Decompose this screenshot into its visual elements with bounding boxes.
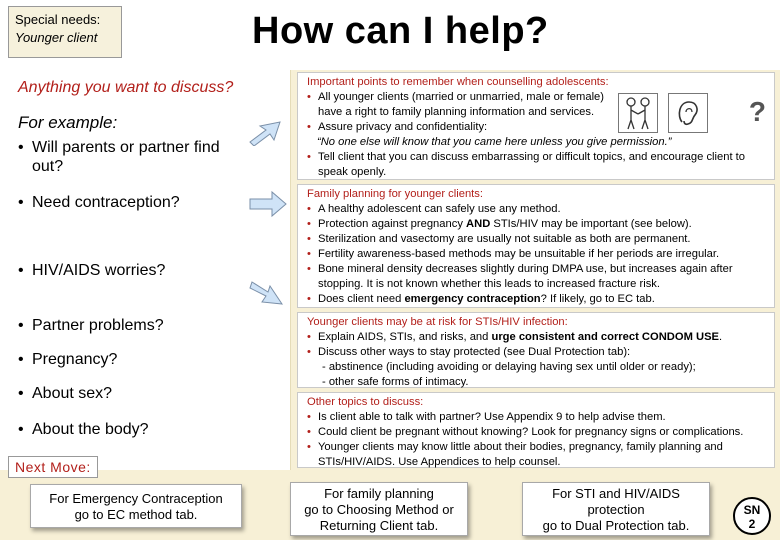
- bullet-pregnancy: [18, 350, 117, 369]
- bullet-marker: •: [18, 262, 24, 279]
- couple-illustration-icon: [618, 93, 658, 133]
- counselling-item: • All younger clients (married or unmarried, male or female) have a right to family planning information and services.: [307, 90, 627, 120]
- counselling-box: [297, 72, 775, 180]
- discuss-prompt: Anything you want to discuss?: [18, 79, 234, 96]
- bullet-about-sex: [18, 384, 112, 403]
- bullet-text: Will parents or partner find out?: [32, 139, 220, 175]
- family-planning-heading: Family planning for younger clients:: [307, 188, 483, 200]
- fp-item-ec: [307, 292, 768, 307]
- bullet-marker: •: [18, 139, 24, 156]
- fp-link-line1: For family planning: [324, 486, 434, 501]
- bullet-marker: •: [18, 421, 24, 438]
- tag-line-special-needs: Special needs:: [15, 12, 101, 27]
- badge-line1: SN: [743, 503, 761, 517]
- privacy-quote: “No one else will know that you came here unless you give permission.”: [317, 136, 672, 148]
- sti-risk-box: [297, 312, 775, 388]
- fp-item: • Sterilization and vasectomy are usually not suitable as both are permanent.: [307, 232, 768, 247]
- sti-link-line3: go to Dual Protection tab.: [542, 518, 690, 533]
- bullet-text: Partner problems?: [32, 317, 164, 334]
- bullet-about-body: [18, 420, 149, 439]
- ec-link-line1: For Emergency Contraception: [49, 491, 223, 506]
- page-title: How can I help?: [252, 10, 549, 52]
- other-topic-item: • Is client able to talk with partner? Use Appendix 9 to help advise them.: [307, 410, 768, 425]
- family-planning-box: [297, 184, 775, 308]
- sti-sub-item: - abstinence (including avoiding or delaying having sex until older or ready);: [322, 361, 696, 373]
- bullet-contraception: [18, 193, 180, 212]
- tag-line-younger-client: Younger client: [15, 30, 98, 45]
- fp-protection-text: STIs/HIV may be important (see below).: [490, 218, 692, 230]
- fp-protection-text: Protection against pregnancy: [318, 218, 467, 230]
- bullet-text: HIV/AIDS worries?: [32, 262, 166, 279]
- question-mark-icon: ?: [748, 96, 766, 127]
- fp-item: • Bone mineral density decreases slightly during DMPA use, but increases again after stopping. It is not known whether this leads to increased fracture risk.: [307, 262, 768, 292]
- bullet-marker: •: [18, 317, 24, 334]
- ear-illustration-icon: [668, 93, 708, 133]
- bullet-text: Pregnancy?: [32, 351, 118, 368]
- badge-line2: 2: [748, 517, 756, 531]
- fp-link-line2: go to Choosing Method or: [304, 502, 454, 517]
- fp-item: • Fertility awareness-based methods may be unsuitable if her periods are irregular.: [307, 247, 768, 262]
- sti-condom-emphasis: urge consistent and correct CONDOM USE: [491, 331, 720, 343]
- other-topic-item: • Younger clients may know little about their bodies, pregnancy, family planning and STIs/HIV/AIDS. Use Appendices to help counsel.: [307, 440, 768, 470]
- other-topics-box: [297, 392, 775, 468]
- counselling-heading: Important points to remember when counselling adolescents:: [307, 76, 609, 88]
- bullet-parents-partner: [18, 138, 248, 176]
- arrow-right-icon: [248, 190, 288, 218]
- info-panel: [290, 70, 780, 470]
- dual-protection-tab-link[interactable]: [522, 482, 710, 536]
- fp-item-protection: [307, 217, 768, 232]
- fp-item: • A healthy adolescent can safely use any method.: [307, 202, 768, 217]
- fp-ec-emphasis: emergency contraception: [404, 293, 541, 305]
- fp-ec-text: ? If likely, go to EC tab.: [540, 293, 655, 305]
- arrow-down-right-icon: [248, 278, 288, 306]
- bullet-marker: •: [18, 351, 24, 368]
- illustration-row: [618, 93, 768, 137]
- sti-explain-text: Explain AIDS, STIs, and risks, and: [318, 331, 492, 343]
- arrow-up-right-icon: [246, 118, 286, 146]
- bullet-hiv-aids: [18, 261, 165, 280]
- counselling-item: • Tell client that you can discuss embarrassing or difficult topics, and encourage client to speak openly.: [307, 150, 768, 180]
- sti-explain-text: .: [719, 331, 723, 343]
- fp-link-line3: Returning Client tab.: [319, 518, 439, 533]
- bullet-marker: •: [18, 194, 24, 211]
- bullet-marker: •: [18, 385, 24, 402]
- sti-item-explain: [307, 330, 768, 345]
- sti-item-discuss: • Discuss other ways to stay protected (see Dual Protection tab):: [307, 345, 768, 360]
- fp-protection-and: AND: [466, 218, 491, 230]
- choosing-method-tab-link[interactable]: [290, 482, 468, 536]
- for-example-label: For example:: [18, 113, 118, 132]
- bullet-text: Need contraception?: [32, 194, 180, 211]
- section-tag: [8, 6, 122, 58]
- bullet-text: About sex?: [32, 385, 113, 402]
- sti-sub-item: - other safe forms of intimacy.: [322, 376, 469, 388]
- sti-link-line2: protection: [587, 502, 645, 517]
- ec-tab-link[interactable]: [30, 484, 242, 528]
- next-move-label: Next Move:: [8, 456, 98, 478]
- sti-link-line1: For STI and HIV/AIDS: [552, 486, 680, 501]
- counselling-item: • Assure privacy and confidentiality:: [307, 120, 768, 135]
- ec-link-line2: go to EC method tab.: [74, 507, 198, 522]
- fp-ec-text: Does client need: [318, 293, 405, 305]
- other-topic-item: • Could client be pregnant without knowing? Look for pregnancy signs or complications.: [307, 425, 768, 440]
- other-topics-heading: Other topics to discuss:: [307, 396, 424, 408]
- bullet-partner-problems: [18, 316, 164, 335]
- bullet-text: About the body?: [32, 421, 149, 438]
- page-badge: [733, 497, 771, 535]
- sti-risk-heading: Younger clients may be at risk for STIs/HIV infection:: [307, 316, 568, 328]
